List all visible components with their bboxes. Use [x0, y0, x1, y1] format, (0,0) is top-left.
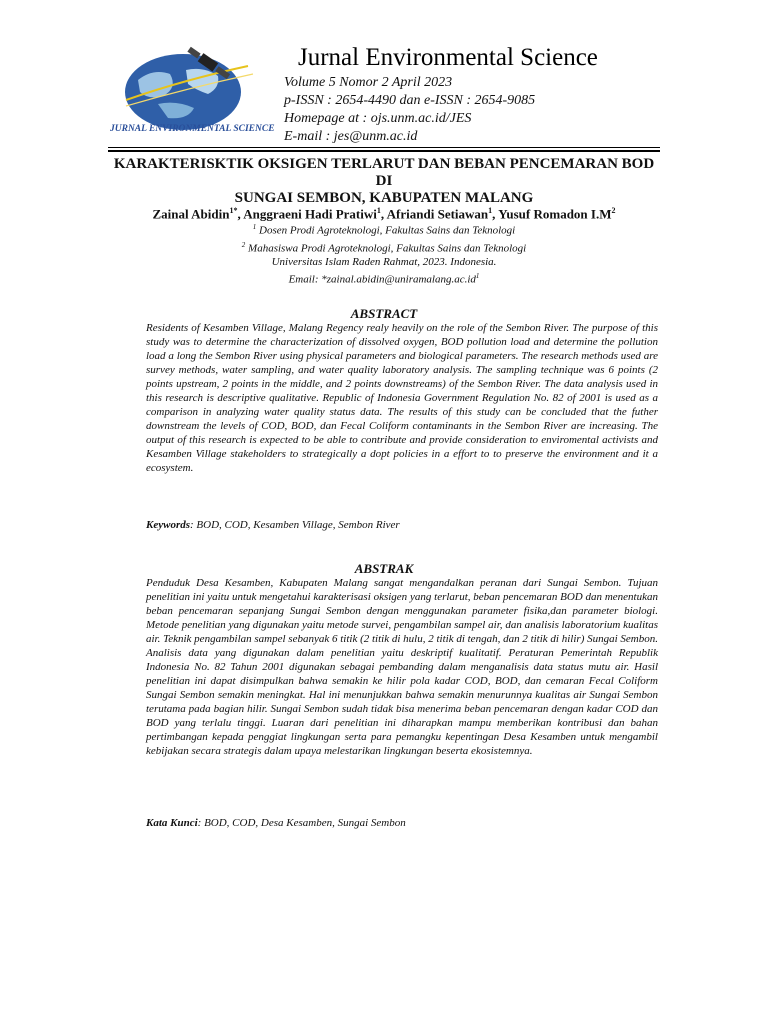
journal-logo	[108, 40, 278, 140]
university: Universitas Islam Raden Rahmat, 2023. Indonesia.	[271, 256, 497, 269]
journal-email[interactable]: E-mail : jes@unm.ac.id	[284, 129, 418, 144]
journal-volume: Volume 5 Nomor 2 April 2023	[284, 75, 453, 90]
email-mark: 1	[475, 272, 480, 281]
svg-text:JURNAL ENVIRONMENTAL SCIENCE: JURNAL ENVIRONMENTAL SCIENCE	[110, 124, 275, 134]
author-affil-mark: 1	[488, 206, 493, 215]
author-list: Zainal Abidin$^{1*}$, Anggraeni Hadi Pratiwi$^1$, Afriandi Setiawan$^1$, Yusuf Romadon $I.M^2$	[152, 206, 616, 222]
affiliation-text: Mahasiswa Prodi Agroteknologi, Fakultas Sains dan Teknologi	[248, 242, 527, 255]
author-affil-mark: 1	[376, 206, 381, 215]
abstract-text: Residents of Kesamben Village, Malang Regency realy heavily on the role of the Sembon River. The purpose of this study was to determine the characterization of dissolved oxygen, BOD pollution load and determine the pollution load a long the Sembon River using physical parameters and biological parameters. The research methods used are survey methods, water sampling, and water quality laboratory analysis. The sampling technique was 6 points (2 points upstream, 2 points in the middle, and 2 points downstreams) of the Sembon River. The data analysis used in this research is descriptive qualitative. Republic of Indonesia Government Regulation No. 82 of 2001 is used as a comparison in analyzing water quality status data. The results of this study can be concluded that the futher downstream the levels of COD, BOD, dan Fecal Coliform contaminants in the Sembon River are increasing. The output of this research is expected to be able to contribute and provide consideration to enviromental activists and Kesamben Village stakeholders to strategically a dopt policies in a effort to to preserve the environment and it a ecosystem.	[146, 322, 658, 474]
author-name: Anggraeni Hadi Pratiwi	[243, 206, 377, 222]
email-text[interactable]: Email: *zainal.abidin@uniramalang.ac.id	[288, 273, 476, 286]
affiliations	[108, 220, 660, 287]
corresponding-email[interactable]	[108, 269, 660, 287]
abstract-keywords	[146, 518, 658, 532]
keywords-text: : BOD, COD, Kesamben Village, Sembon River	[190, 519, 400, 531]
abstrak-text: Penduduk Desa Kesamben, Kabupaten Malang sangat mengandalkan peranan dari Sungai Sembon. Tujuan penelitian ini yaitu untuk mengetahui karakterisasi oksigen yang terlarut, beban pencemaran BOD dan menentukan beban pencemaran sepanjang Sungai Sembon dengan menggunakan parameter fisika,dan parameter biologi. Metode penelitian yang digunakan yaitu metode survei, pengambilan sampel air, dan analisis laboratorium kualitas air. Teknik pengambilan sampel sebanyak 6 titik (2 titik di hulu, 2 titik di tengah, dan 2 titik di hilir) Sungai Sembon. Analisis data yang digunakan dalam penelitian yaitu deskriptif kualitatif. Peraturan Pemerintah Republik Indonesia No. 82 Tahun 2001 digunakan sebagai pembanding dalam menganalisis data status mutu air. Hasil penelitian ini dapat disimpulkan bahwa semakin ke hilir pola kadar COD, BOD, dan cemaran Fecal Coliform Sungai Sembon semakin meningkat. Hal ini menunjukkan bahwa semakin menurunnya kualitas air Sungai Sembon terutama pada bagian hilir. Sungai Sembon sudah tidak bisa menerima beban pencemaran dengan kadar COD dan BOD yang terlalu tinggi. Luaran dari penelitian ini diharapkan mampu memberikan kontribusi dan bahan pertimbangan kepada penggiat lingkungan serta para pemangku kepentingan Desa Kesamben untuk mengambil kebijakan secara strategis dalam upaya melestarikan lingkungan beserta ekosistemnya.	[146, 577, 658, 757]
affil-mark: 1	[252, 223, 257, 231]
journal-issn: p-ISSN : 2654-4490 dan e-ISSN : 2654-9085	[284, 93, 536, 108]
journal-homepage[interactable]: Homepage at : ojs.unm.ac.id/JES	[284, 111, 472, 126]
paper-title-line-1: KARAKTERISKTIK OKSIGEN TERLARUT DAN BEBAN PENCEMARAN BOD DI	[113, 156, 655, 189]
affil-mark: 2	[241, 240, 246, 249]
kata-kunci-text: : BOD, COD, Desa Kesamben, Sungai Sembon	[197, 817, 406, 829]
globe-satellite-icon	[108, 40, 278, 140]
affiliation-1	[108, 220, 660, 238]
journal-title: Jurnal Environmental Science	[298, 44, 598, 71]
abstrak-keywords	[146, 816, 658, 830]
kata-kunci-label: Kata Kunci	[146, 817, 198, 829]
author-name: Yusuf Romadon I.M	[498, 206, 612, 222]
journal-meta	[284, 74, 535, 146]
abstract-heading: ABSTRACT	[350, 306, 418, 321]
keywords-label: Keywords	[146, 519, 190, 531]
author-affil-mark: 1*	[229, 206, 238, 215]
paper-title-line-2: SUNGAI SEMBON, KABUPATEN MALANG	[234, 190, 534, 206]
author-affil-mark: 2	[611, 206, 616, 215]
paper-title	[108, 156, 660, 207]
header-divider-thick	[108, 150, 660, 152]
abstrak-heading: ABSTRAK	[354, 561, 414, 576]
author-name: Afriandi Setiawan	[386, 206, 489, 222]
affiliation-text: Dosen Prodi Agroteknologi, Fakultas Sains dan Teknologi	[259, 224, 516, 237]
affiliation-2	[108, 238, 660, 256]
header-divider	[108, 147, 660, 148]
author-name: Zainal Abidin	[152, 206, 230, 222]
